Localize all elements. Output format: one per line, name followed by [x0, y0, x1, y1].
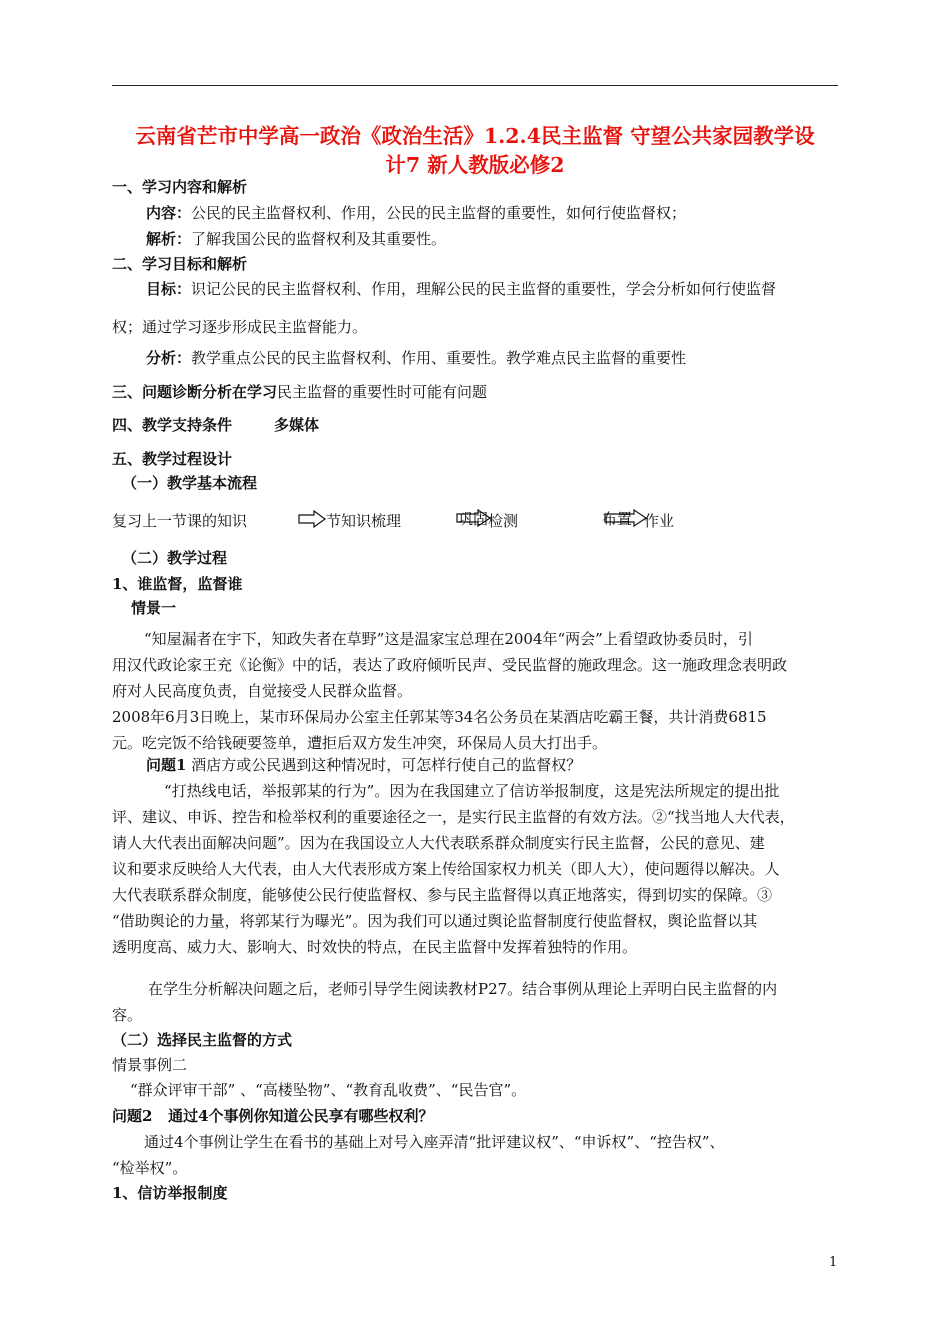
s1-analysis-label: 解析： — [146, 230, 192, 248]
answer-2-paragraph — [112, 1129, 840, 1181]
title-line-2: 计7 新人教版必修2 — [385, 153, 565, 177]
question-2-label: 问题2 — [112, 1107, 153, 1125]
answer-1-line: “打热线电话，举报郭某的行为”。因为在我国建立了信访举报制度，这是宪法所规定的提出批 — [164, 782, 780, 800]
after-analysis-line: 在学生分析解决问题之后，老师引导学生阅读教材P27。结合事例从理论上弄明白民主监督的内 — [148, 980, 778, 998]
header-rule — [112, 85, 838, 86]
scene-1-line: 2008年6月3日晚上，某市环保局办公室主任郭某等34名公务员在某酒店吃霸王餐，共计消费6815 — [112, 708, 767, 726]
s1-analysis-text: 了解我国公民的监督权利及其重要性。 — [191, 230, 447, 248]
s2-analysis-label: 分析： — [146, 349, 192, 367]
flow-step-1: 复习上一节课的知识 — [112, 512, 248, 530]
flow-arrow-icon-2 — [456, 509, 492, 527]
s1-content-text: 公民的民主监督权利、作用，公民的民主监督的重要性，如何行使监督权； — [191, 204, 687, 222]
s2-goal-label: 目标： — [146, 280, 192, 298]
s2-goal-text-2: 权；通过学习逐步形成民主监督能力。 — [112, 318, 368, 336]
answer-1-line: 议和要求反映给人大代表，由人大代表形成方案上传给国家权力机关（即人大），使问题得以解决。人 — [112, 860, 780, 878]
scene-1-line: 用汉代政论家王充《论衡》中的话，表达了政府倾听民声、受民监督的施政理念。这一施政理念表明政 — [112, 656, 788, 674]
flow-step-2: 节知识梳理 — [326, 512, 402, 530]
section-3-line — [112, 381, 487, 402]
flow-step-3: 检测 — [488, 512, 519, 530]
s1-analysis-line — [146, 228, 446, 249]
section-2-heading: 二、学习目标和解析 — [112, 255, 248, 273]
title-line-1: 云南省芒市中学高一政治《政治生活》1.2.4民主监督 守望公共家园教学设 — [135, 124, 815, 148]
s1-content-line — [146, 202, 686, 223]
s1-content-label: 内容： — [146, 204, 192, 222]
part-1-heading: 1、谁监督，监督谁 — [112, 575, 243, 593]
question-1-line — [146, 754, 581, 775]
scene-2-label: 情景事例二 — [112, 1056, 188, 1074]
question-1-label: 问题1 — [146, 756, 187, 774]
flow-step-4: 作业 — [644, 512, 675, 530]
answer-1-line: 评、建议、申诉、控告和检举权利的重要途径之一，是实行民主监督的有效方法。②“找当地人大代表， — [112, 808, 795, 826]
scene-1-line: 元。吃完饭不给钱硬要签单，遭拒后双方发生冲突，环保局人员大打出手。 — [112, 734, 608, 752]
answer-2-line: 通过4个事例让学生在看书的基础上对号入座弄清“批评建议权”、“申诉权”、“控告权”、 — [144, 1133, 725, 1151]
answer-2-line: “检举权”。 — [112, 1159, 188, 1177]
section-4-heading: 四、教学支持条件 — [112, 416, 233, 434]
next-heading: 1、信访举报制度 — [112, 1184, 228, 1202]
section-3-heading: 三、问题诊断分析在学习 — [112, 383, 278, 401]
flow-arrow-icon-3 — [604, 509, 648, 527]
answer-1-line: 大代表联系群众制度，能够使公民行使监督权、参与民主监督得以真正地落实，得到切实的保障。③ — [112, 886, 773, 904]
scene-2-examples: “群众评审干部” 、“高楼坠物”、“教育乱收费”、“民告官”。 — [130, 1081, 527, 1099]
s5-sub1: （一）教学基本流程 — [122, 474, 258, 492]
flow-arrow-icon — [298, 510, 326, 528]
page-number: 1 — [829, 1255, 838, 1270]
part-2-heading: （二）选择民主监督的方式 — [112, 1031, 293, 1049]
document-title — [112, 122, 838, 180]
s2-analysis-text: 教学重点公民的民主监督权利、作用、重要性。教学难点民主监督的重要性 — [191, 349, 687, 367]
scene-1-paragraph — [112, 626, 840, 756]
answer-1-line: “借助舆论的力量，将郭某行为曝光”。因为我们可以通过舆论监督制度行使监督权，舆论监督以其 — [112, 912, 758, 930]
section-5-heading: 五、教学过程设计 — [112, 450, 233, 468]
question-2-text: 通过4个事例你知道公民享有哪些权利？ — [168, 1107, 434, 1125]
answer-1-line: 透明度高、威力大、影响大、时效快的特点，在民主监督中发挥着独特的作用。 — [112, 938, 638, 956]
question-2-line — [112, 1105, 434, 1126]
answer-1-line: 请人大代表出面解决问题”。因为在我国设立人大代表联系群众制度实行民主监督，公民的意见、建 — [112, 834, 765, 852]
answer-1-paragraph — [112, 778, 840, 960]
s2-goal-line — [146, 278, 776, 299]
section-3-text: 民主监督的重要性时可能有问题 — [277, 383, 488, 401]
after-analysis-paragraph — [112, 976, 840, 1028]
section-1-heading: 一、学习内容和解析 — [112, 178, 248, 196]
section-4-text: 多媒体 — [274, 416, 320, 434]
scene-1-line: “知屋漏者在宇下，知政失者在草野”这是温家宝总理在2004年“两会”上看望政协委员时，引 — [144, 630, 753, 648]
scene-1-line: 府对人民高度负责，自觉接受人民群众监督。 — [112, 682, 413, 700]
scene-1-label: 情景一 — [131, 599, 177, 617]
s2-goal-text: 识记公民的民主监督权利、作用，理解公民的民主监督的重要性，学会分析如何行使监督 — [191, 280, 777, 298]
s5-sub2: （二）教学过程 — [122, 549, 228, 567]
flow-step-4-partial: 布置 — [602, 510, 633, 528]
question-1-text: 酒店方或公民遇到这种情况时，可怎样行使自己的监督权？ — [191, 756, 582, 774]
after-analysis-line: 容。 — [112, 1006, 143, 1024]
flow-step-3-partial: 巩固 — [458, 510, 489, 528]
s2-analysis-line — [146, 347, 686, 368]
